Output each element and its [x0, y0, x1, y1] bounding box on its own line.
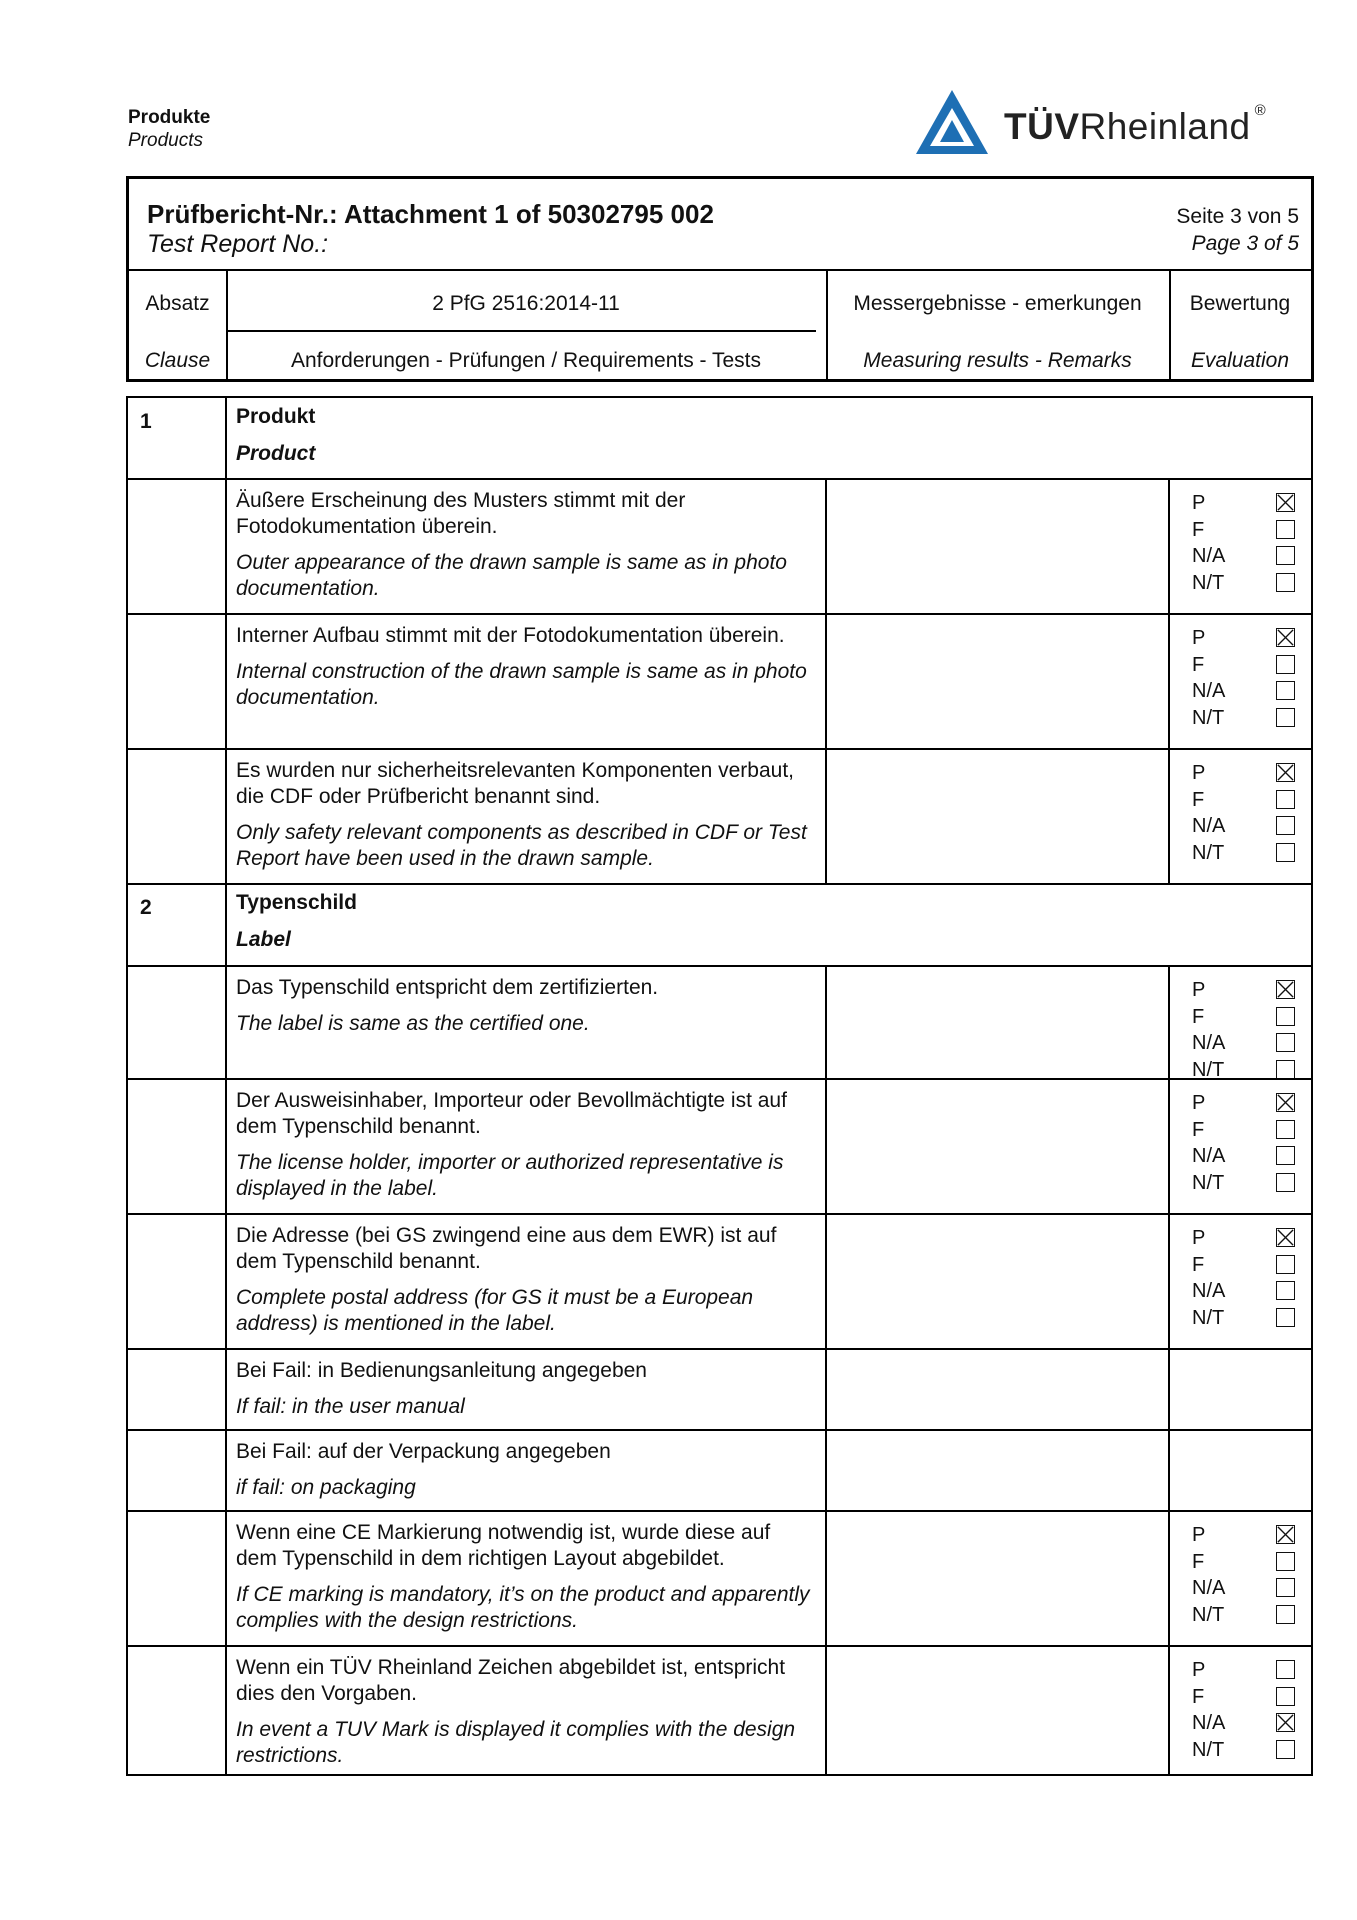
checked-checkbox-icon[interactable] — [1276, 1713, 1295, 1732]
requirement-en: The label is same as the certified one. — [236, 1012, 590, 1035]
test-results-table — [126, 396, 1313, 1776]
row-divider — [128, 748, 1311, 750]
row-divider — [128, 478, 1311, 480]
evaluation-option-label: F — [1192, 1005, 1205, 1028]
requirement-de: Bei Fail: auf der Verpackung angegeben — [236, 1440, 611, 1463]
checkbox-icon[interactable] — [1276, 1173, 1295, 1192]
evaluation-option — [1180, 678, 1300, 705]
evaluation-option-label: N/T — [1192, 571, 1225, 594]
evaluation-option-label: P — [1192, 1227, 1206, 1249]
col-header-clause: Clause — [144, 349, 211, 372]
requirement-de: Wenn ein TÜV Rheinland Zeichen abgebildet ist, entspricht dies den Vorgaben. — [236, 1656, 786, 1705]
evaluation-option-label: F — [1192, 1685, 1205, 1708]
evaluation-option-label: P — [1192, 492, 1206, 514]
checkbox-icon[interactable] — [1276, 1605, 1295, 1624]
registered-mark: ® — [1254, 102, 1267, 119]
evaluation-option — [1180, 1305, 1300, 1332]
evaluation-option-label: F — [1192, 653, 1205, 676]
requirement-row — [236, 488, 816, 602]
requirement-en: Outer appearance of the drawn sample is same as in photo documentation. — [236, 551, 787, 600]
checkbox-icon[interactable] — [1276, 843, 1295, 862]
checkbox-icon[interactable] — [1276, 546, 1295, 565]
section-title — [236, 884, 357, 958]
requirement-row — [236, 1088, 816, 1202]
evaluation-option — [1180, 1117, 1300, 1144]
checked-checkbox-icon[interactable] — [1276, 628, 1295, 647]
evaluation-checkboxes — [1180, 977, 1300, 1083]
row-divider — [128, 1510, 1311, 1512]
row-divider — [128, 1429, 1311, 1431]
checkbox-icon[interactable] — [1276, 1255, 1295, 1274]
evaluation-option-label: P — [1192, 1524, 1206, 1546]
row-divider — [128, 613, 1311, 615]
requirement-row — [236, 758, 816, 872]
evaluation-option-label: P — [1192, 979, 1206, 1001]
evaluation-option — [1180, 1575, 1300, 1602]
requirement-row — [236, 1520, 816, 1634]
checkbox-icon[interactable] — [1276, 655, 1295, 674]
requirement-en: In event a TUV Mark is displayed it complies with the design restrictions. — [236, 1718, 796, 1767]
evaluation-option — [1180, 625, 1300, 652]
header-standard-divider — [226, 330, 816, 332]
evaluation-checkboxes — [1180, 625, 1300, 731]
col-header-evaluation: Evaluation — [1190, 349, 1290, 372]
checkbox-icon[interactable] — [1276, 1552, 1295, 1571]
evaluation-checkboxes — [1180, 1225, 1300, 1331]
requirement-de: Es wurden nur sicherheitsrelevanten Komponenten verbaut, die CDF oder Prüfbericht benannt sind. — [236, 759, 794, 808]
section-title — [236, 398, 315, 472]
evaluation-option-label: N/T — [1192, 1738, 1225, 1761]
company-heading — [128, 106, 210, 152]
section-number: 2 — [140, 896, 152, 919]
requirement-de: Der Ausweisinhaber, Importeur oder Bevollmächtigte ist auf dem Typenschild benannt. — [236, 1089, 787, 1138]
evaluation-option-label: N/T — [1192, 1058, 1225, 1081]
checkbox-icon[interactable] — [1276, 1060, 1295, 1079]
page-number-en: Page 3 of 5 — [1191, 232, 1299, 255]
produkte-label: Produkte — [128, 107, 211, 128]
report-header — [126, 176, 1314, 382]
section-title-de: Produkt — [236, 405, 316, 428]
tuv-triangle-icon — [912, 86, 992, 158]
evaluation-option-label: N/A — [1192, 545, 1226, 567]
checkbox-icon[interactable] — [1276, 1007, 1295, 1026]
requirement-row — [236, 975, 816, 1037]
evaluation-checkboxes — [1180, 760, 1300, 866]
evaluation-checkboxes — [1180, 1657, 1300, 1763]
evaluation-option-label: N/A — [1192, 1280, 1226, 1302]
table-col-divider — [1168, 478, 1170, 883]
requirement-en: Internal construction of the drawn sample is same as in photo documentation. — [236, 660, 807, 709]
row-divider — [128, 965, 1311, 967]
page-number — [1176, 203, 1299, 257]
requirement-en: if fail: on packaging — [236, 1476, 416, 1499]
evaluation-option-label: F — [1192, 788, 1205, 811]
row-divider — [128, 1645, 1311, 1647]
checkbox-icon[interactable] — [1276, 790, 1295, 809]
checkbox-icon[interactable] — [1276, 816, 1295, 835]
requirement-en: Complete postal address (for GS it must be a European address) is mentioned in the label. — [236, 1286, 754, 1335]
evaluation-option — [1180, 787, 1300, 814]
logo-rheinland: Rheinland — [1079, 106, 1251, 147]
section-title-en: Product — [236, 442, 316, 465]
evaluation-option — [1180, 543, 1300, 570]
section-number: 1 — [140, 410, 152, 433]
evaluation-option-label: P — [1192, 627, 1206, 649]
checkbox-icon[interactable] — [1276, 1120, 1295, 1139]
checkbox-icon[interactable] — [1276, 1308, 1295, 1327]
evaluation-checkboxes — [1180, 1522, 1300, 1628]
checkbox-icon[interactable] — [1276, 1033, 1295, 1052]
evaluation-option — [1180, 652, 1300, 679]
evaluation-option-label: P — [1192, 1659, 1206, 1681]
evaluation-option-label: F — [1192, 1118, 1205, 1141]
requirement-de: Wenn eine CE Markierung notwendig ist, wurde diese auf dem Typenschild in dem richtigen Layout abgebildet. — [236, 1521, 771, 1570]
table-col-divider — [225, 398, 227, 1774]
requirement-row — [236, 1358, 816, 1420]
evaluation-option — [1180, 1278, 1300, 1305]
requirement-en: If fail: in the user manual — [236, 1395, 465, 1418]
section-title-de: Typenschild — [236, 891, 357, 914]
evaluation-option-label: N/A — [1192, 1712, 1226, 1734]
evaluation-option — [1180, 705, 1300, 732]
checked-checkbox-icon[interactable] — [1276, 1093, 1295, 1112]
report-title-en: Test Report No.: — [147, 230, 329, 258]
checkbox-icon[interactable] — [1276, 1740, 1295, 1759]
header-divider — [129, 269, 1311, 271]
requirement-row — [236, 1439, 816, 1501]
col-header-absatz: Absatz — [145, 292, 210, 315]
evaluation-option — [1180, 1522, 1300, 1549]
col-header-messergebnisse: Messergebnisse - emerkungen — [853, 292, 1142, 315]
evaluation-option — [1180, 1170, 1300, 1197]
checkbox-icon[interactable] — [1276, 1281, 1295, 1300]
checkbox-icon[interactable] — [1276, 1146, 1295, 1165]
table-col-divider — [825, 965, 827, 1774]
evaluation-option-label: F — [1192, 518, 1205, 541]
report-title — [147, 199, 714, 259]
evaluation-option — [1180, 813, 1300, 840]
checkbox-icon[interactable] — [1276, 1687, 1295, 1706]
evaluation-option — [1180, 1252, 1300, 1279]
evaluation-option — [1180, 1549, 1300, 1576]
evaluation-option-label: F — [1192, 1550, 1205, 1573]
evaluation-option-label: N/A — [1192, 1577, 1226, 1599]
checked-checkbox-icon[interactable] — [1276, 493, 1295, 512]
evaluation-option-label: N/A — [1192, 815, 1226, 837]
evaluation-option-label: N/T — [1192, 1603, 1225, 1626]
evaluation-option — [1180, 517, 1300, 544]
products-label: Products — [128, 130, 203, 151]
requirement-de: Äußere Erscheinung des Musters stimmt mit der Fotodokumentation überein. — [236, 489, 686, 538]
page-number-de: Seite 3 von 5 — [1176, 205, 1299, 228]
checkbox-icon[interactable] — [1276, 1578, 1295, 1597]
evaluation-option-label: P — [1192, 762, 1206, 784]
checkbox-icon[interactable] — [1276, 708, 1295, 727]
evaluation-option-label: N/A — [1192, 1145, 1226, 1167]
evaluation-option — [1180, 1602, 1300, 1629]
tuv-rheinland-logo — [912, 86, 1272, 158]
logo-text — [1004, 102, 1267, 148]
evaluation-option — [1180, 760, 1300, 787]
evaluation-option-label: F — [1192, 1253, 1205, 1276]
logo-tuv: TÜV — [1004, 106, 1080, 147]
evaluation-option-label: N/T — [1192, 841, 1225, 864]
evaluation-checkboxes — [1180, 490, 1300, 596]
checked-checkbox-icon[interactable] — [1276, 1525, 1295, 1544]
row-divider — [128, 1348, 1311, 1350]
requirement-de: Bei Fail: in Bedienungsanleitung angegeben — [236, 1359, 647, 1382]
evaluation-checkboxes — [1180, 1090, 1300, 1196]
evaluation-option — [1180, 570, 1300, 597]
requirement-de: Interner Aufbau stimmt mit der Fotodokumentation überein. — [236, 624, 785, 647]
evaluation-option-label: N/T — [1192, 1306, 1225, 1329]
row-divider — [128, 1213, 1311, 1215]
requirement-en: If CE marking is mandatory, it’s on the product and apparently complies with the design restrictions. — [236, 1583, 810, 1632]
evaluation-option — [1180, 1737, 1300, 1764]
evaluation-option-label: N/T — [1192, 1171, 1225, 1194]
checked-checkbox-icon[interactable] — [1276, 763, 1295, 782]
standard-reference: 2 PfG 2516:2014-11 — [432, 292, 620, 315]
checked-checkbox-icon[interactable] — [1276, 980, 1295, 999]
requirement-de: Die Adresse (bei GS zwingend eine aus dem EWR) ist auf dem Typenschild benannt. — [236, 1224, 777, 1273]
checkbox-icon[interactable] — [1276, 681, 1295, 700]
requirement-en: Only safety relevant components as described in CDF or Test Report have been used in the drawn sample. — [236, 821, 807, 870]
evaluation-option-label: N/T — [1192, 706, 1225, 729]
evaluation-option — [1180, 1684, 1300, 1711]
row-divider — [128, 1078, 1311, 1080]
evaluation-option-label: N/A — [1192, 680, 1226, 702]
evaluation-option — [1180, 490, 1300, 517]
requirement-row — [236, 1223, 816, 1337]
checkbox-icon[interactable] — [1276, 520, 1295, 539]
requirement-de: Das Typenschild entspricht dem zertifizierten. — [236, 976, 659, 999]
evaluation-option-label: P — [1192, 1092, 1206, 1114]
col-header-requirements: Anforderungen - Prüfungen / Requirements - Tests — [290, 349, 762, 372]
table-col-divider — [1168, 965, 1170, 1774]
requirement-row — [236, 1655, 816, 1769]
report-title-de: Prüfbericht-Nr.: Attachment 1 of 50302795 002 — [147, 199, 714, 229]
evaluation-option — [1180, 1004, 1300, 1031]
evaluation-option — [1180, 1710, 1300, 1737]
col-header-bewertung: Bewertung — [1189, 292, 1291, 315]
evaluation-option — [1180, 1143, 1300, 1170]
evaluation-option — [1180, 1090, 1300, 1117]
section-title-en: Label — [236, 928, 291, 951]
evaluation-option-label: N/A — [1192, 1032, 1226, 1054]
evaluation-option — [1180, 840, 1300, 867]
evaluation-option — [1180, 1657, 1300, 1684]
requirement-en: The license holder, importer or authorized representative is displayed in the label. — [236, 1151, 784, 1200]
evaluation-option — [1180, 977, 1300, 1004]
checkbox-icon[interactable] — [1276, 573, 1295, 592]
col-header-measuring: Measuring results - Remarks — [863, 349, 1132, 372]
evaluation-option — [1180, 1030, 1300, 1057]
requirement-row — [236, 623, 816, 711]
evaluation-option — [1180, 1225, 1300, 1252]
table-col-divider — [825, 478, 827, 883]
checkbox-icon[interactable] — [1276, 1660, 1295, 1679]
checked-checkbox-icon[interactable] — [1276, 1228, 1295, 1247]
